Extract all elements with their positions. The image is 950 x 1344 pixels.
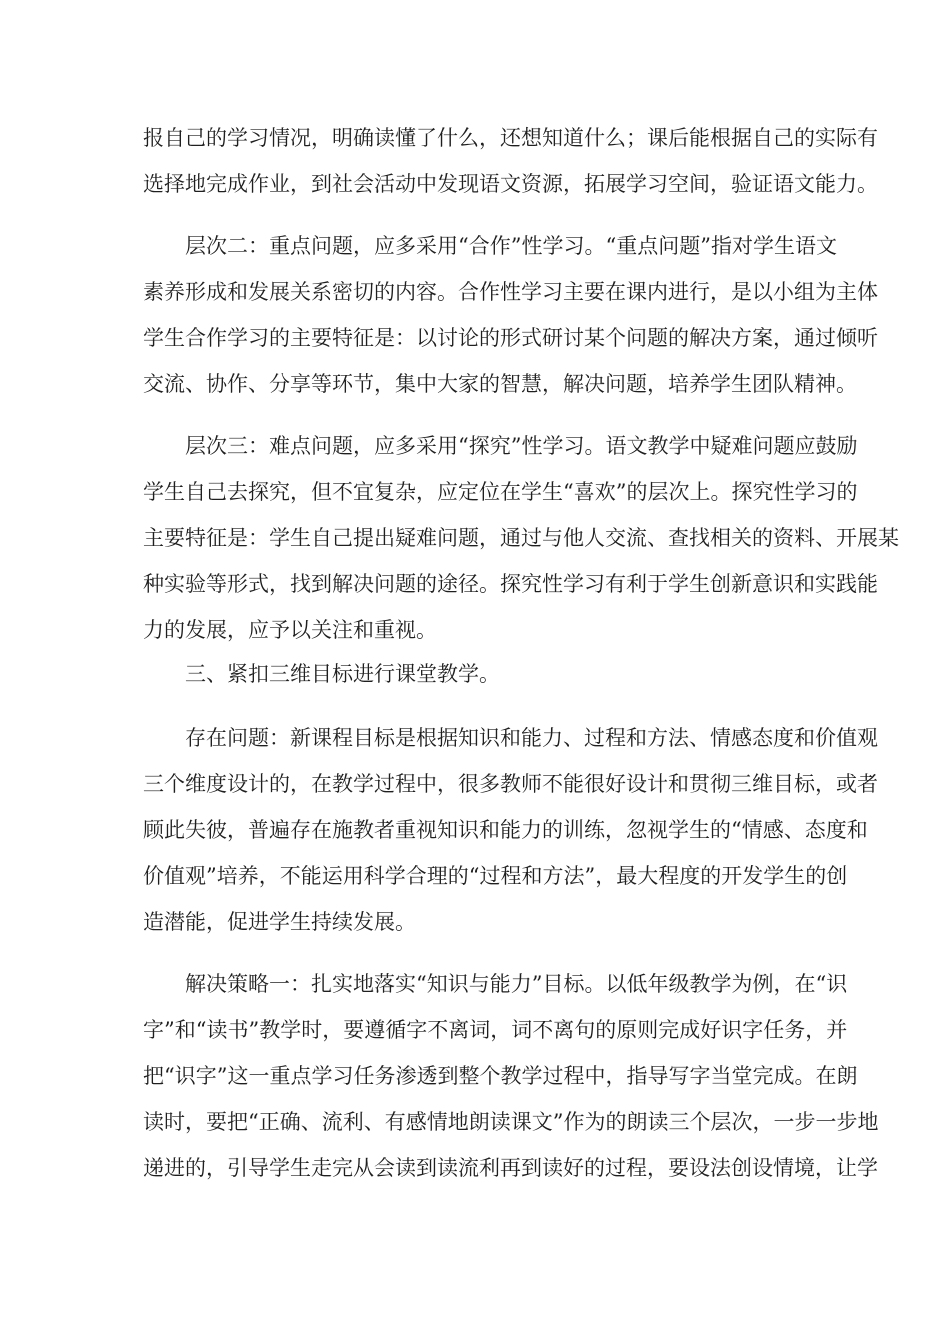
text-line: 递进的，引导学生走完从会读到读流利再到读好的过程，要设法创设情境，让学 [143, 1156, 878, 1180]
text-line: 读时，要把“正确、流利、有感情地朗读课文”作为的朗读三个层次，一步一步地 [143, 1110, 879, 1134]
text-line: 学生自己去探究，但不宜复杂，应定位在学生“喜欢”的层次上。探究性学习的 [143, 480, 858, 504]
text-line: 价值观”培养，不能运用科学合理的“过程和方法”，最大程度的开发学生的创 [143, 864, 848, 888]
text-line: 种实验等形式，找到解决问题的途径。探究性学习有利于学生创新意识和实践能 [143, 572, 878, 596]
paragraph-first-line: 层次三：难点问题，应多采用“探究”性学习。语文教学中疑难问题应鼓励 [185, 434, 858, 458]
text-line: 主要特征是：学生自己提出疑难问题，通过与他人交流、查找相关的资料、开展某 [143, 526, 899, 550]
text-line: 力的发展，应予以关注和重视。 [143, 618, 437, 642]
text-line: 造潜能，促进学生持续发展。 [143, 910, 416, 934]
text-line: 三个维度设计的，在教学过程中，很多教师不能很好设计和贯彻三维目标，或者 [143, 772, 878, 796]
text-line: 学生合作学习的主要特征是：以讨论的形式研讨某个问题的解决方案，通过倾听 [143, 326, 878, 350]
text-line: 选择地完成作业，到社会活动中发现语文资源，拓展学习空间，验证语文能力。 [143, 172, 878, 196]
paragraph-first-line: 存在问题：新课程目标是根据知识和能力、过程和方法、情感态度和价值观 [185, 726, 878, 750]
text-line: 把“识字”这一重点学习任务渗透到整个教学过程中，指导写字当堂完成。在朗 [143, 1064, 858, 1088]
text-line: 报自己的学习情况，明确读懂了什么，还想知道什么；课后能根据自己的实际有 [143, 126, 878, 150]
text-line: 字”和“读书”教学时，要遵循字不离词，词不离句的原则完成好识字任务，并 [143, 1018, 848, 1042]
text-line: 顾此失彼，普遍存在施教者重视知识和能力的训练，忽视学生的“情感、态度和 [143, 818, 868, 842]
section-heading: 三、紧扣三维目标进行课堂教学。 [185, 662, 500, 686]
text-line: 交流、协作、分享等环节，集中大家的智慧，解决问题，培养学生团队精神。 [143, 372, 857, 396]
text-line: 素养形成和发展关系密切的内容。合作性学习主要在课内进行，是以小组为主体 [143, 280, 878, 304]
paragraph-first-line: 层次二：重点问题，应多采用“合作”性学习。“重点问题”指对学生语文 [185, 234, 837, 258]
paragraph-first-line: 解决策略一：扎实地落实“知识与能力”目标。以低年级教学为例，在“识 [185, 972, 848, 996]
